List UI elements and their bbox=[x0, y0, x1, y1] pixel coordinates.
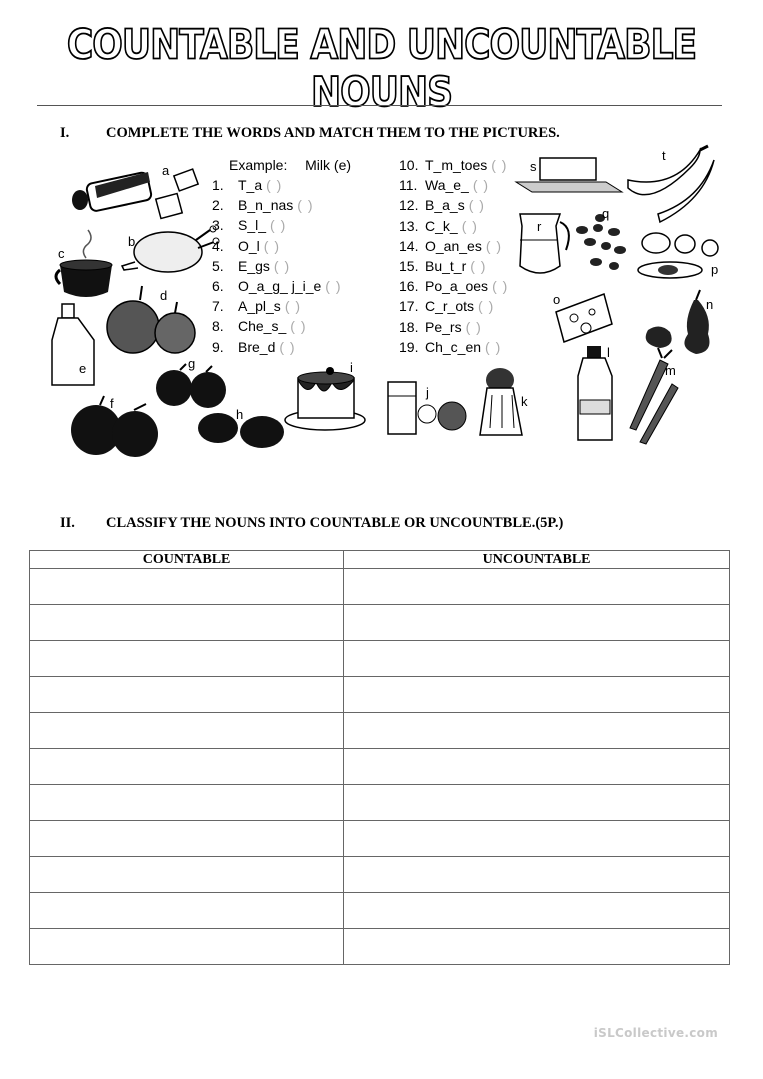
word-item[interactable] bbox=[399, 218, 478, 234]
countable-cell[interactable] bbox=[30, 749, 344, 785]
picture-letter-e: e bbox=[79, 361, 87, 376]
picture-letter-d: d bbox=[160, 288, 168, 303]
word-item[interactable] bbox=[399, 278, 508, 294]
answer-parentheses[interactable]: ( ) bbox=[478, 298, 495, 315]
countable-cell[interactable] bbox=[30, 893, 344, 929]
word-text: E_gs bbox=[238, 257, 270, 274]
word-item[interactable] bbox=[399, 258, 486, 274]
table-row bbox=[30, 821, 730, 857]
chicken-picture bbox=[122, 226, 219, 272]
word-number: 19. bbox=[399, 338, 419, 355]
word-number: 4. bbox=[212, 237, 224, 254]
word-number: 8. bbox=[212, 318, 224, 335]
word-item[interactable] bbox=[212, 318, 306, 334]
answer-parentheses[interactable]: ( ) bbox=[470, 258, 487, 274]
word-item[interactable] bbox=[212, 339, 296, 355]
answer-parentheses[interactable]: ( ) bbox=[290, 318, 307, 335]
word-number: 18. bbox=[399, 318, 419, 335]
word-text: O_a_g_ j_i_e bbox=[238, 278, 322, 294]
picture-letter-m: m bbox=[665, 363, 676, 378]
picture-letter-n: n bbox=[706, 297, 714, 312]
oranges-picture bbox=[107, 286, 195, 353]
word-text: Che_s_ bbox=[238, 318, 287, 335]
word-item[interactable] bbox=[212, 197, 314, 213]
uncountable-cell[interactable] bbox=[344, 821, 730, 857]
example-answer: e bbox=[338, 157, 347, 173]
answer-parentheses[interactable]: ( ) bbox=[492, 278, 509, 295]
uncountable-cell[interactable] bbox=[344, 929, 730, 965]
uncountable-cell[interactable] bbox=[344, 605, 730, 641]
milk-bottle-picture bbox=[52, 304, 94, 385]
table-row bbox=[30, 929, 730, 965]
word-text: O_l bbox=[238, 237, 260, 254]
word-number: 12. bbox=[399, 197, 419, 214]
word-text: T_a bbox=[238, 177, 263, 193]
word-text: B_a_s bbox=[425, 197, 465, 214]
word-number: 6. bbox=[212, 278, 224, 294]
picture-letter-o: o bbox=[553, 292, 561, 307]
uncountable-cell[interactable] bbox=[344, 569, 730, 605]
cup-picture bbox=[56, 230, 112, 297]
word-number: 7. bbox=[212, 298, 224, 315]
section-1-text: COMPLETE THE WORDS AND MATCH THEM TO THE PICTURES. bbox=[106, 125, 560, 141]
countable-cell[interactable] bbox=[30, 785, 344, 821]
word-text: A_pl_s bbox=[238, 298, 281, 315]
word-item[interactable] bbox=[399, 319, 482, 335]
picture-letter-j: j bbox=[426, 385, 429, 400]
word-item[interactable] bbox=[399, 177, 489, 193]
word-item[interactable] bbox=[399, 238, 502, 254]
answer-parentheses[interactable]: ( ) bbox=[266, 177, 283, 193]
answer-parentheses[interactable]: ( ) bbox=[273, 257, 291, 274]
uncountable-cell[interactable] bbox=[344, 749, 730, 785]
picture-letter-i: i bbox=[350, 360, 353, 375]
table-row bbox=[30, 749, 730, 785]
word-number: 11. bbox=[399, 177, 418, 194]
example-label: Example: bbox=[229, 157, 288, 173]
word-text: Ch_c_en bbox=[425, 338, 482, 355]
answer-parentheses[interactable]: ( ) bbox=[263, 237, 281, 254]
countable-cell[interactable] bbox=[30, 641, 344, 677]
picture-letter-h: h bbox=[236, 407, 244, 422]
answer-parentheses[interactable]: ( ) bbox=[491, 157, 508, 173]
picture-letter-a: a bbox=[162, 163, 170, 178]
picture-letter-l: l bbox=[607, 345, 610, 360]
word-text: C_k_ bbox=[425, 217, 458, 234]
word-text: C_r_ots bbox=[425, 298, 475, 315]
section-2-number: II. bbox=[60, 515, 75, 531]
word-text: Po_a_oes bbox=[425, 278, 489, 295]
pears-picture bbox=[646, 290, 710, 354]
word-item[interactable] bbox=[399, 157, 507, 173]
eggs-picture bbox=[638, 233, 718, 278]
cake-picture bbox=[285, 367, 365, 430]
picture-letter-g: g bbox=[188, 356, 196, 371]
picture-letter-f: f bbox=[110, 396, 114, 411]
word-number: 15. bbox=[399, 258, 419, 274]
table-row bbox=[30, 569, 730, 605]
word-number: 2. bbox=[212, 197, 224, 214]
word-item[interactable] bbox=[212, 258, 290, 274]
word-item[interactable] bbox=[212, 177, 282, 193]
word-number: 13. bbox=[399, 217, 419, 234]
answer-parentheses[interactable]: ( ) bbox=[485, 338, 502, 355]
countable-cell[interactable] bbox=[30, 857, 344, 893]
word-number: 16. bbox=[399, 278, 419, 295]
word-number: 10. bbox=[399, 157, 419, 173]
salt-shaker-picture bbox=[480, 368, 522, 435]
uncountable-cell[interactable] bbox=[344, 857, 730, 893]
section-2-text: CLASSIFY THE NOUNS INTO COUNTABLE OR UNCOUNTBLE.(5P.) bbox=[106, 515, 564, 531]
word-item[interactable] bbox=[399, 197, 485, 213]
countable-cell[interactable] bbox=[30, 569, 344, 605]
watermark: iSLCollective.com bbox=[593, 1026, 718, 1040]
example-word: Milk bbox=[305, 157, 331, 173]
word-text: Bre_d bbox=[238, 338, 276, 355]
word-item[interactable] bbox=[212, 238, 280, 254]
picture-letter-b: b bbox=[128, 234, 136, 249]
word-number: 9. bbox=[212, 338, 224, 355]
answer-parentheses[interactable]: ( ) bbox=[465, 318, 482, 335]
uncountable-header: UNCOUNTABLE bbox=[344, 551, 730, 569]
word-number: 1. bbox=[212, 177, 224, 193]
answer-parentheses[interactable]: ( ) bbox=[325, 278, 342, 294]
water-jug-picture bbox=[520, 214, 569, 273]
bananas-picture bbox=[628, 146, 714, 222]
picture-letter-s: s bbox=[530, 159, 537, 174]
answer-parentheses[interactable]: ( ) bbox=[461, 217, 478, 234]
countable-cell[interactable] bbox=[30, 713, 344, 749]
cheese-picture bbox=[556, 294, 612, 342]
word-item[interactable] bbox=[212, 278, 342, 294]
picture-letter-r: r bbox=[537, 219, 542, 234]
food-pictures bbox=[0, 0, 763, 480]
word-text: Pe_rs bbox=[425, 318, 462, 335]
uncountable-cell[interactable] bbox=[344, 785, 730, 821]
table-row bbox=[30, 605, 730, 641]
answer-parentheses[interactable]: ( ) bbox=[284, 298, 302, 315]
answer-parentheses[interactable]: ( ) bbox=[468, 197, 485, 214]
section-1-number: I. bbox=[60, 125, 70, 141]
word-text: B_n_nas bbox=[238, 197, 294, 214]
word-item[interactable] bbox=[399, 339, 501, 355]
classify-table bbox=[29, 550, 730, 965]
answer-parentheses[interactable]: ( ) bbox=[472, 177, 490, 194]
bread-picture bbox=[72, 169, 198, 218]
answer-parentheses[interactable]: ( ) bbox=[297, 197, 314, 214]
word-text: O_an_es bbox=[425, 237, 482, 254]
beans-picture bbox=[576, 214, 626, 270]
countable-cell[interactable] bbox=[30, 677, 344, 713]
uncountable-cell[interactable] bbox=[344, 713, 730, 749]
word-number: 3. bbox=[212, 217, 224, 234]
table-row bbox=[30, 893, 730, 929]
countable-cell[interactable] bbox=[30, 929, 344, 965]
picture-letter-q: q bbox=[602, 206, 610, 221]
table-row bbox=[30, 857, 730, 893]
table-row bbox=[30, 677, 730, 713]
table-row bbox=[30, 785, 730, 821]
uncountable-cell[interactable] bbox=[344, 677, 730, 713]
countable-header: COUNTABLE bbox=[30, 551, 344, 569]
oil-bottle-picture bbox=[578, 346, 612, 440]
answer-parentheses[interactable]: ( ) bbox=[270, 217, 287, 234]
answer-parentheses[interactable]: ( ) bbox=[485, 237, 503, 254]
word-item[interactable] bbox=[399, 298, 494, 314]
countable-cell[interactable] bbox=[30, 821, 344, 857]
uncountable-cell[interactable] bbox=[344, 893, 730, 929]
uncountable-cell[interactable] bbox=[344, 641, 730, 677]
word-number: 14. bbox=[399, 237, 419, 254]
word-text: Wa_e_ bbox=[425, 177, 469, 194]
picture-letter-c: c bbox=[58, 246, 65, 261]
countable-cell[interactable] bbox=[30, 605, 344, 641]
example-row: Example: Milk (e) bbox=[229, 157, 352, 173]
worksheet-title: COUNTABLE AND UNCOUNTABLE NOUNS bbox=[66, 21, 697, 117]
table-row bbox=[30, 641, 730, 677]
answer-parentheses[interactable]: ( ) bbox=[279, 338, 296, 355]
word-text: S_l_ bbox=[238, 217, 267, 234]
apples-picture-f bbox=[71, 396, 158, 457]
word-text: Bu_t_r bbox=[425, 258, 467, 274]
picture-letter-k: k bbox=[521, 394, 528, 409]
word-number: 5. bbox=[212, 257, 224, 274]
picture-letter-p: p bbox=[711, 262, 719, 277]
picture-letter-t: t bbox=[662, 148, 666, 163]
word-item[interactable] bbox=[212, 217, 286, 233]
word-text: T_m_toes bbox=[425, 157, 488, 173]
table-row bbox=[30, 713, 730, 749]
word-number: 17. bbox=[399, 298, 419, 315]
section-2-heading bbox=[60, 515, 563, 532]
word-item[interactable] bbox=[212, 298, 301, 314]
